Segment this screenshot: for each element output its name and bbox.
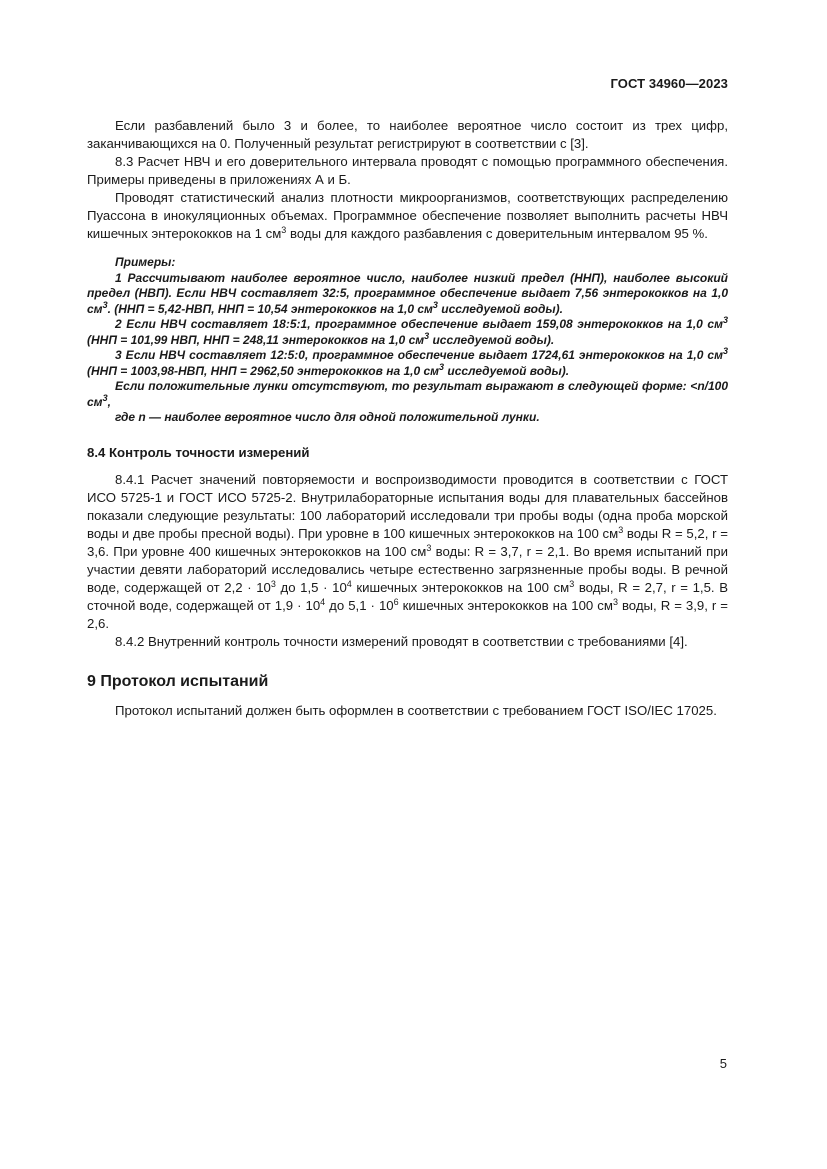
example-1: 1 Рассчитывают наиболее вероятное число, наиболее низкий предел (ННП), наиболее высокий предел (НВП). Если НВЧ составляет 32:5, программное обеспечение выдает 7,56 энтерококков на 1,0 $см^3$. (ННП = 5,42-НВП, ННП = 10,54 энтерококков на 1,0 $см^3$ исследуемой воды). [87,270,728,316]
paragraph-statistics: Проводят статистический анализ плотности микроорганизмов, соответствующих распределению Пуассона в инокуляционных объемах. Программное обеспечение позволяет выполнить расчеты НВЧ кишечных энтерококков на 1 $см^3$ воды для каждого разбавления с доверительным интервалом 95 %. [87,190,728,241]
paragraph-8-4-2: 8.4.2 Внутренний контроль точности измерений проводят в соответствии с требованиями [4]. [115,633,688,649]
paragraph-8-4-1: 8.4.1 Расчет значений повторяемости и воспроизводимости проводится в соответствии с ГОСТ ИСО 5725-1 и ГОСТ ИСО 5725-2. Внутрилабораторные испытания воды для плавательных бассейнов показали следующие результаты: 100 лабораторий исследовали три пробы воды (одна проба морской воды и две пробы пресной воды). При уровне в 100 кишечных энтерококков на 100 $см^3$ воды R = 5,2, r = 3,6. При уровне 400 кишечных энтерококков на 100 $см^3$ воды: R = 3,7, r = 2,1. Во время испытаний при участии девяти лабораторий исследовались четыре естественно загрязненные пробы воды. В речной воде, содержащей от $2,2 \cdot 10^3$ до $1,5 \cdot 10^4$ кишечных энтерококков на 100 $см^3$ воды, R = 2,7, r = 1,5. В сточной воде, содержащей от $1,9 \cdot 10^4$ до $5,1 \cdot 10^6$ кишечных энтерококков на 100 $см^3$ воды, R = 3,9, r = 2,6. [87,471,729,631]
example-3: 3 Если НВЧ составляет 12:5:0, программное обеспечение выдает 1724,61 энтерококков на 1,0 $см^3$ (ННП = 1003,98-НВП, ННП = 2962,50 энтерококков на 1,0 $см^3$ исследуемой воды). [87,346,728,378]
page-body [87,117,728,720]
examples-heading: Примеры: [115,255,176,269]
page-number: 5 [719,1056,727,1071]
paragraph-9: Протокол испытаний должен быть оформлен в соответствии с требованием ГОСТ ISO/IEC 17025. [115,702,717,718]
section-9-heading: 9 Протокол испытаний [87,672,269,690]
example-2: 2 Если НВЧ составляет 18:5:1, программное обеспечение выдает 159,08 энтерококков на 1,0 $см^3$ (ННП = 101,99 НВП, ННП = 248,11 энтерококков на 1,0 $см^3$ исследуемой воды). [87,315,728,347]
document-code: ГОСТ 34960—2023 [610,76,728,91]
example-no-positive: Если положительные лунки отсутствуют, то результат выражают в следующей форме: <n/100 $см^3$, [87,379,728,409]
section-8-4-heading: 8.4 Контроль точности измерений [87,444,310,460]
paragraph-8-3: 8.3 Расчет НВЧ и его доверительного интервала проводят с помощью программного обеспечения. Примеры приведены в приложениях А и Б. [87,154,728,187]
example-definition: где n — наиболее вероятное число для одной положительной лунки. [115,410,540,424]
paragraph-dilutions: Если разбавлений было 3 и более, то наиболее вероятное число состоит из трех цифр, заканчивающихся на 0. Полученный результат регистрируют в соответствии с [3]. [87,118,728,151]
